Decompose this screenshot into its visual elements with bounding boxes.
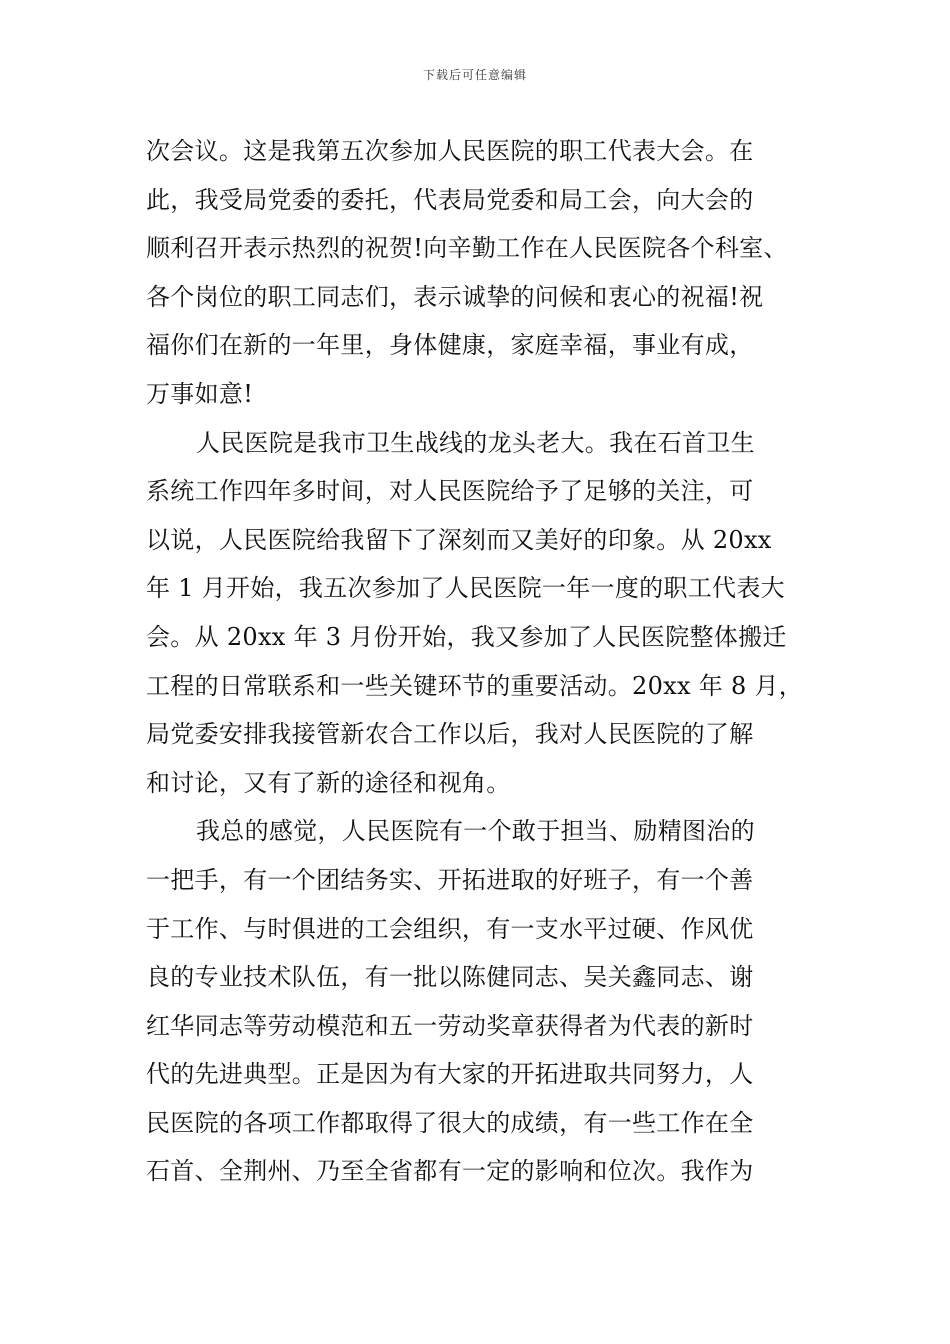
- text-line: 代的先进典型。正是因为有大家的开拓进取共同努力，人: [146, 1060, 754, 1089]
- document-body: [146, 127, 836, 1196]
- text-line: 此，我受局党委的委托，代表局党委和局工会，向大会的: [146, 185, 754, 214]
- page-header: 下载后可任意编辑: [422, 68, 527, 82]
- text-line: 于工作、与时俱进的工会组织，有一支水平过硬、作风优: [146, 914, 754, 943]
- text-line: 石首、全荆州、乃至全省都有一定的影响和位次。我作为: [146, 1157, 754, 1186]
- text-line: 会。从 20xx 年 3 月份开始，我又参加了人民医院整体搬迁: [146, 622, 787, 651]
- text-line: 一把手，有一个团结务实、开拓进取的好班子，有一个善: [146, 865, 754, 894]
- text-line: 系统工作四年多时间，对人民医院给予了足够的关注，可: [146, 477, 754, 506]
- text-line: 以说，人民医院给我留下了深刻而又美好的印象。从 20xx: [146, 525, 772, 554]
- text-line: 和讨论，又有了新的途径和视角。: [146, 768, 511, 797]
- text-line: 工程的日常联系和一些关键环节的重要活动。20xx 年 8 月，: [146, 671, 804, 700]
- text-line: 良的专业技术队伍，有一批以陈健同志、吴关鑫同志、谢: [146, 963, 754, 992]
- text-line: 民医院的各项工作都取得了很大的成绩，有一些工作在全: [146, 1108, 754, 1137]
- text-line: 次会议。这是我第五次参加人民医院的职工代表大会。在: [146, 137, 754, 165]
- text-line: 局党委安排我接管新农合工作以后，我对人民医院的了解: [146, 720, 754, 749]
- text-line: 人民医院是我市卫生战线的龙头老大。我在石首卫生: [196, 428, 755, 457]
- text-line: 年 1 月开始，我五次参加了人民医院一年一度的职工代表大: [146, 574, 785, 603]
- text-line: 我总的感觉，人民医院有一个敢于担当、励精图治的: [196, 817, 755, 846]
- paragraph-1: [146, 127, 836, 419]
- text-line: 万事如意!: [146, 379, 254, 408]
- paragraph-2: [146, 419, 836, 808]
- text-line: 红华同志等劳动模范和五一劳动奖章获得者为代表的新时: [146, 1011, 754, 1040]
- text-line: 福你们在新的一年里，身体健康，家庭幸福，事业有成，: [146, 331, 754, 360]
- paragraph-3: [146, 807, 836, 1196]
- text-line: 各个岗位的职工同志们，表示诚挚的问候和衷心的祝福!祝: [146, 282, 764, 311]
- text-line: 顺利召开表示热烈的祝贺!向辛勤工作在人民医院各个科室、: [146, 234, 788, 263]
